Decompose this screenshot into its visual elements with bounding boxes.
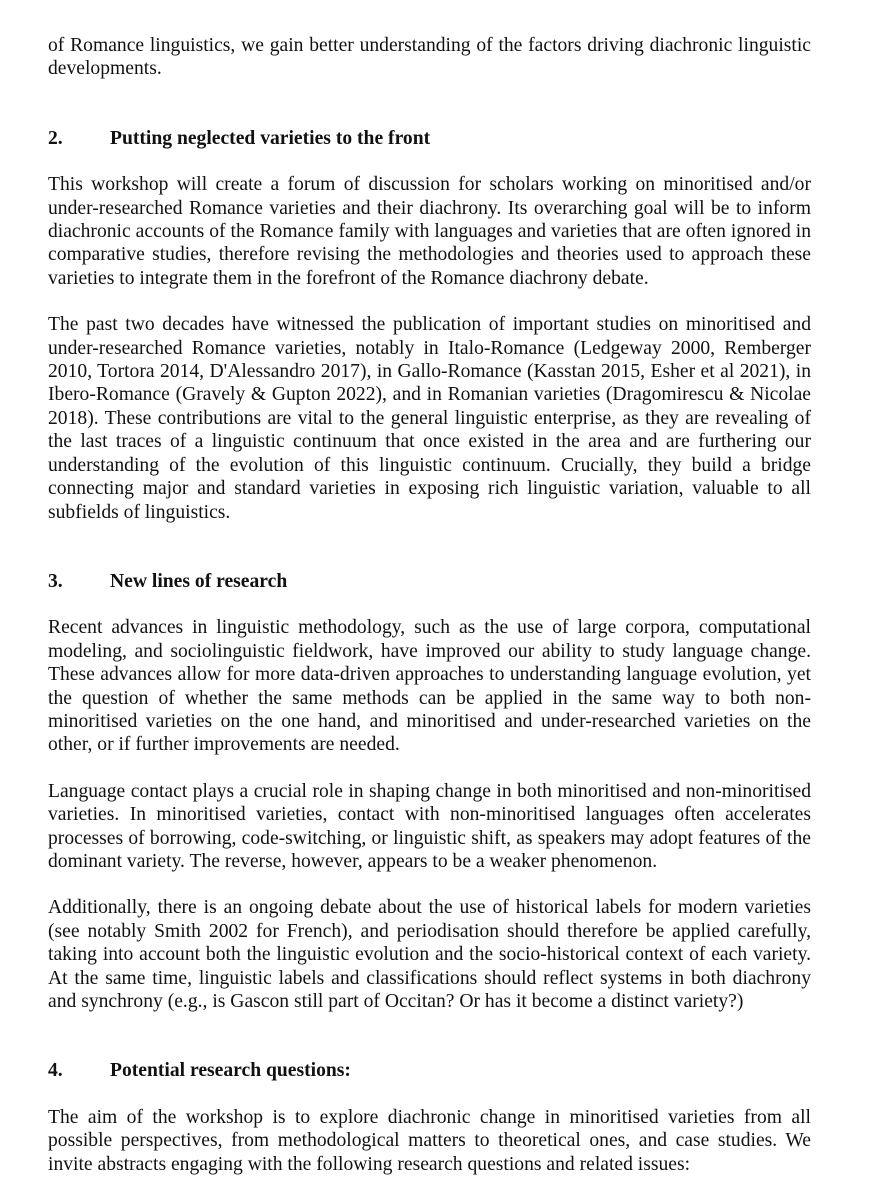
document-page: [48, 34, 811, 1176]
intro-paragraph: of Romance linguistics, we gain better understanding of the factors driving diachronic linguistic developments.: [48, 35, 811, 80]
section-3-heading: [48, 570, 811, 593]
section-2-number: 2.: [48, 127, 63, 149]
section-3-paragraph-2: Language contact plays a crucial role in shaping change in both minoritised and non-minoritised varieties. In minoritised varieties, contact with non-minoritised languages often accelerates processes of borrowing, code-switching, or linguistic shift, as speakers may adopt features of the dominant variety. The reverse, however, appears to be a weaker phenomenon.: [48, 780, 811, 872]
section-3-number: 3.: [48, 570, 63, 592]
section-3-paragraph-3: Additionally, there is an ongoing debate about the use of historical labels for modern varieties (see notably Smith 2002 for French), and periodisation should therefore be applied carefully, taking into account both the linguistic evolution and the socio-historical context of each variety. At the same time, linguistic labels and classifications should reflect systems in both diachrony and synchrony (e.g., is Gascon still part of Occitan? Or has it become a distinct variety?): [48, 897, 811, 1012]
section-4-number: 4.: [48, 1060, 63, 1082]
section-3-paragraph-1: Recent advances in linguistic methodology, such as the use of large corpora, computational modeling, and sociolinguistic fieldwork, have improved our ability to study language change. These advances allow for more data-driven approaches to understanding language evolution, yet the question of whether the same methods can be applied in the same way to both non-minoritised varieties on the one hand, and minoritised and under-researched varieties on the other, or if further improvements are needed.: [48, 617, 811, 756]
section-3-title: New lines of research: [110, 570, 288, 592]
section-4-title: Potential research questions:: [110, 1060, 351, 1082]
section-2-paragraph-1: This workshop will create a forum of discussion for scholars working on minoritised and/or under-researched Romance varieties and their diachrony. Its overarching goal will be to inform diachronic accounts of the Romance family with languages and varieties that are often ignored in comparative studies, therefore revising the methodologies and theories used to approach these varieties to integrate them in the forefront of the Romance diachrony debate.: [48, 174, 811, 289]
section-2-title: Putting neglected varieties to the front: [110, 127, 431, 149]
section-4-paragraph-1: The aim of the workshop is to explore diachronic change in minoritised varieties from all possible perspectives, from methodological matters to theoretical ones, and case studies. We invite abstracts engaging with the following research questions and related issues:: [48, 1106, 811, 1175]
section-2-heading: [48, 127, 811, 150]
section-4-heading: [48, 1059, 811, 1082]
section-2-paragraph-2: The past two decades have witnessed the publication of important studies on minoritised and under-researched Romance varieties, notably in Italo-Romance (Ledgeway 2000, Remberger 2010, Tortora 2014, D'Alessandro 2017), in Gallo-Romance (Kasstan 2015, Esher et al 2021), in Ibero-Romance (Gravely & Gupton 2022), and in Romanian varieties (Dragomirescu & Nicolae 2018). These contributions are vital to the general linguistic enterprise, as they are revealing of the last traces of a linguistic continuum that once existed in the area and are furthering our understanding of the evolution of this linguistic continuum. Crucially, they build a bridge connecting major and standard varieties in exposing rich linguistic variation, valuable to all subfields of linguistics.: [48, 314, 811, 523]
